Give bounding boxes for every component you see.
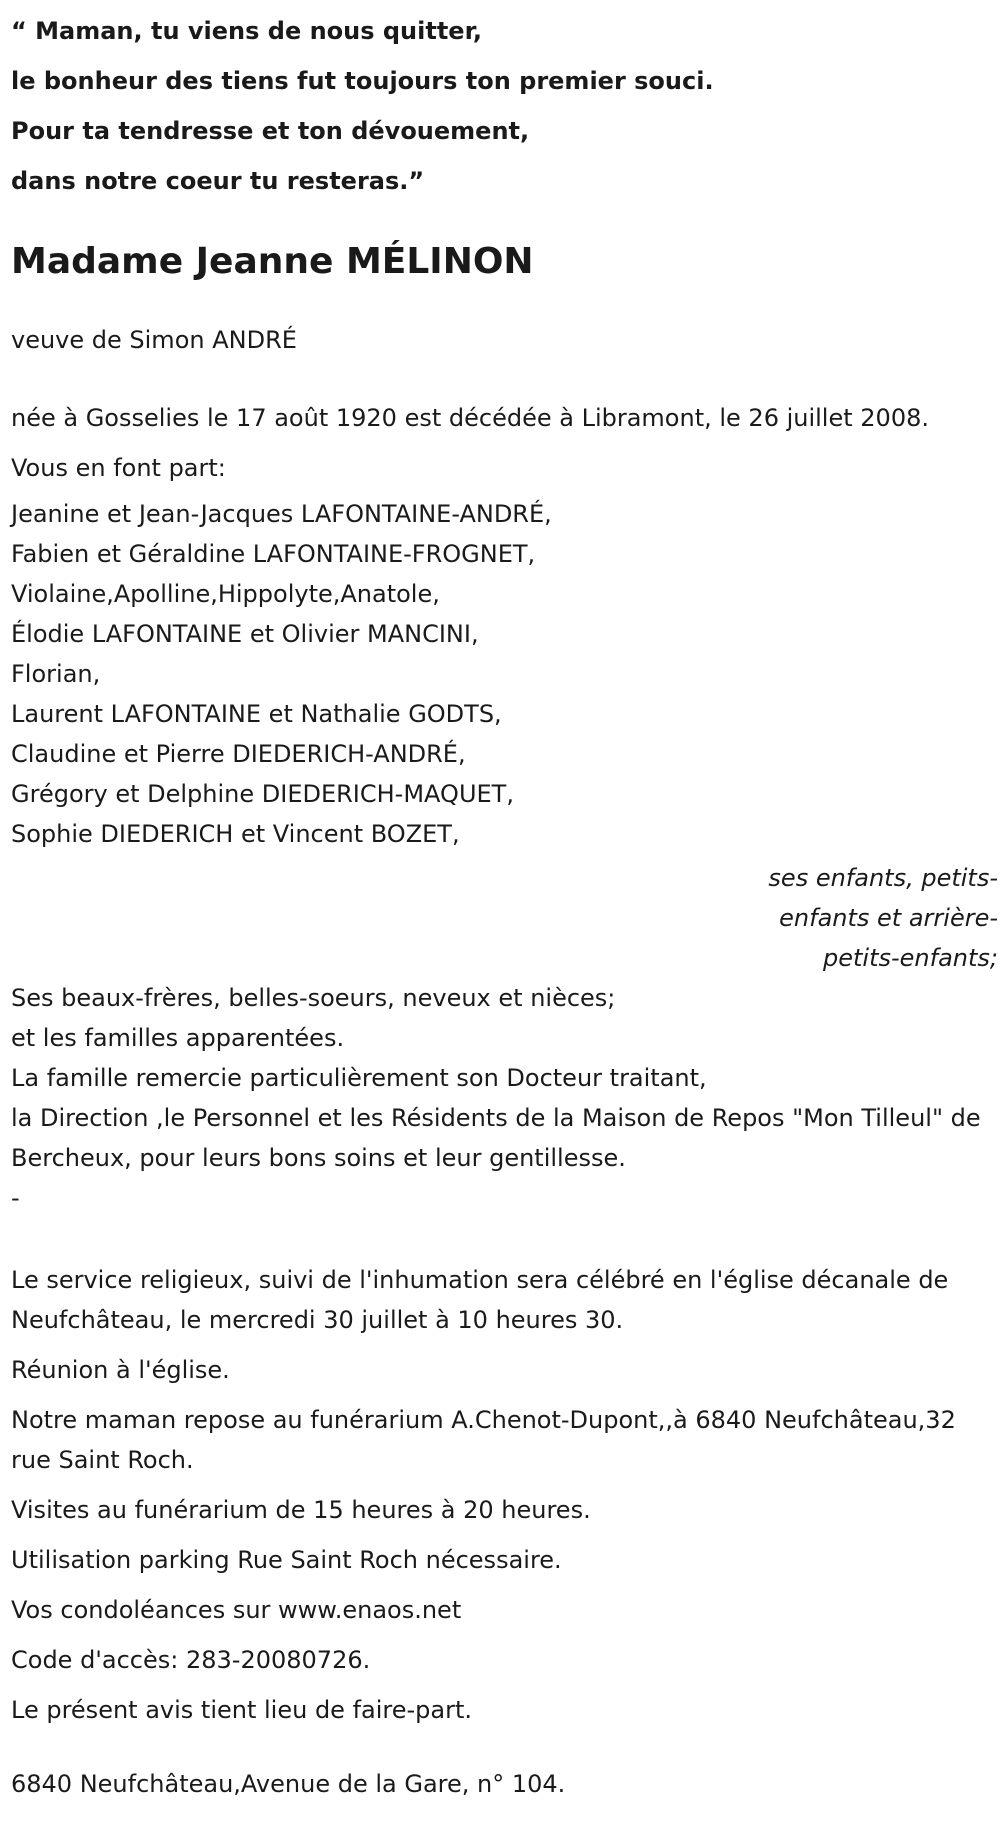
family-member: Violaine,Apolline,Hippolyte,Anatole,	[11, 580, 440, 608]
parking-info: Utilisation parking Rue Saint Roch nécessaire.	[11, 1546, 562, 1574]
family-list	[11, 494, 996, 854]
poem-line: Pour ta tendresse et ton dévouement,	[11, 117, 530, 145]
relatives-line: Ses beaux-frères, belles-soeurs, neveux et nièces;	[11, 984, 616, 1012]
widow-of: veuve de Simon ANDRÉ	[11, 326, 297, 354]
poem-line: “ Maman, tu viens de nous quitter,	[11, 17, 483, 45]
thanks-line: la Direction ,le Personnel et les Résidents de la Maison de Repos "Mon Tilleul" de Bercheux, pour leurs bons soins et leur gentillesse.	[11, 1104, 981, 1172]
family-role-line: enfants et arrière-	[779, 904, 998, 932]
announcement: Vous en font part:	[11, 454, 226, 482]
family-member: Fabien et Géraldine LAFONTAINE-FROGNET,	[11, 540, 536, 568]
birth-death-info: née à Gosselies le 17 août 1920 est décédée à Libramont, le 26 juillet 2008.	[11, 404, 929, 432]
condolences-info: Vos condoléances sur www.enaos.net	[11, 1596, 462, 1624]
funerarium-info: Notre maman repose au funérarium A.Chenot-Dupont,,à 6840 Neufchâteau,32 rue Saint Roch.	[11, 1406, 956, 1474]
notice-info: Le présent avis tient lieu de faire-part.	[11, 1696, 473, 1724]
poem-line: dans notre coeur tu resteras.”	[11, 167, 425, 195]
family-member: Élodie LAFONTAINE et Olivier MANCINI,	[11, 620, 479, 648]
visits-info: Visites au funérarium de 15 heures à 20 heures.	[11, 1496, 591, 1524]
family-role-line: ses enfants, petits-	[768, 864, 998, 892]
family-member: Sophie DIEDERICH et Vincent BOZET,	[11, 820, 460, 848]
service-info: Le service religieux, suivi de l'inhumation sera célébré en l'église décanale de Neufchâteau, le mercredi 30 juillet à 10 heures 30.	[11, 1266, 949, 1334]
separator-dash: -	[11, 1184, 20, 1212]
thanks-line: La famille remercie particulièrement son Docteur traitant,	[11, 1064, 707, 1092]
deceased-name: Madame Jeanne MÉLINON	[11, 241, 534, 282]
reunion-info: Réunion à l'église.	[11, 1356, 230, 1384]
family-member: Laurent LAFONTAINE et Nathalie GODTS,	[11, 700, 502, 728]
obituary-notice	[11, 0, 996, 1804]
family-member: Florian,	[11, 660, 101, 688]
relatives-line: et les familles apparentées.	[11, 1024, 345, 1052]
family-role	[11, 858, 998, 978]
family-member: Grégory et Delphine DIEDERICH-MAQUET,	[11, 780, 514, 808]
poem	[11, 6, 996, 206]
access-code: Code d'accès: 283-20080726.	[11, 1646, 371, 1674]
address: 6840 Neufchâteau,Avenue de la Gare, n° 104.	[11, 1770, 566, 1798]
poem-line: le bonheur des tiens fut toujours ton premier souci.	[11, 67, 714, 95]
family-member: Claudine et Pierre DIEDERICH-ANDRÉ,	[11, 740, 466, 768]
family-role-line: petits-enfants;	[823, 944, 998, 972]
family-member: Jeanine et Jean-Jacques LAFONTAINE-ANDRÉ,	[11, 500, 552, 528]
